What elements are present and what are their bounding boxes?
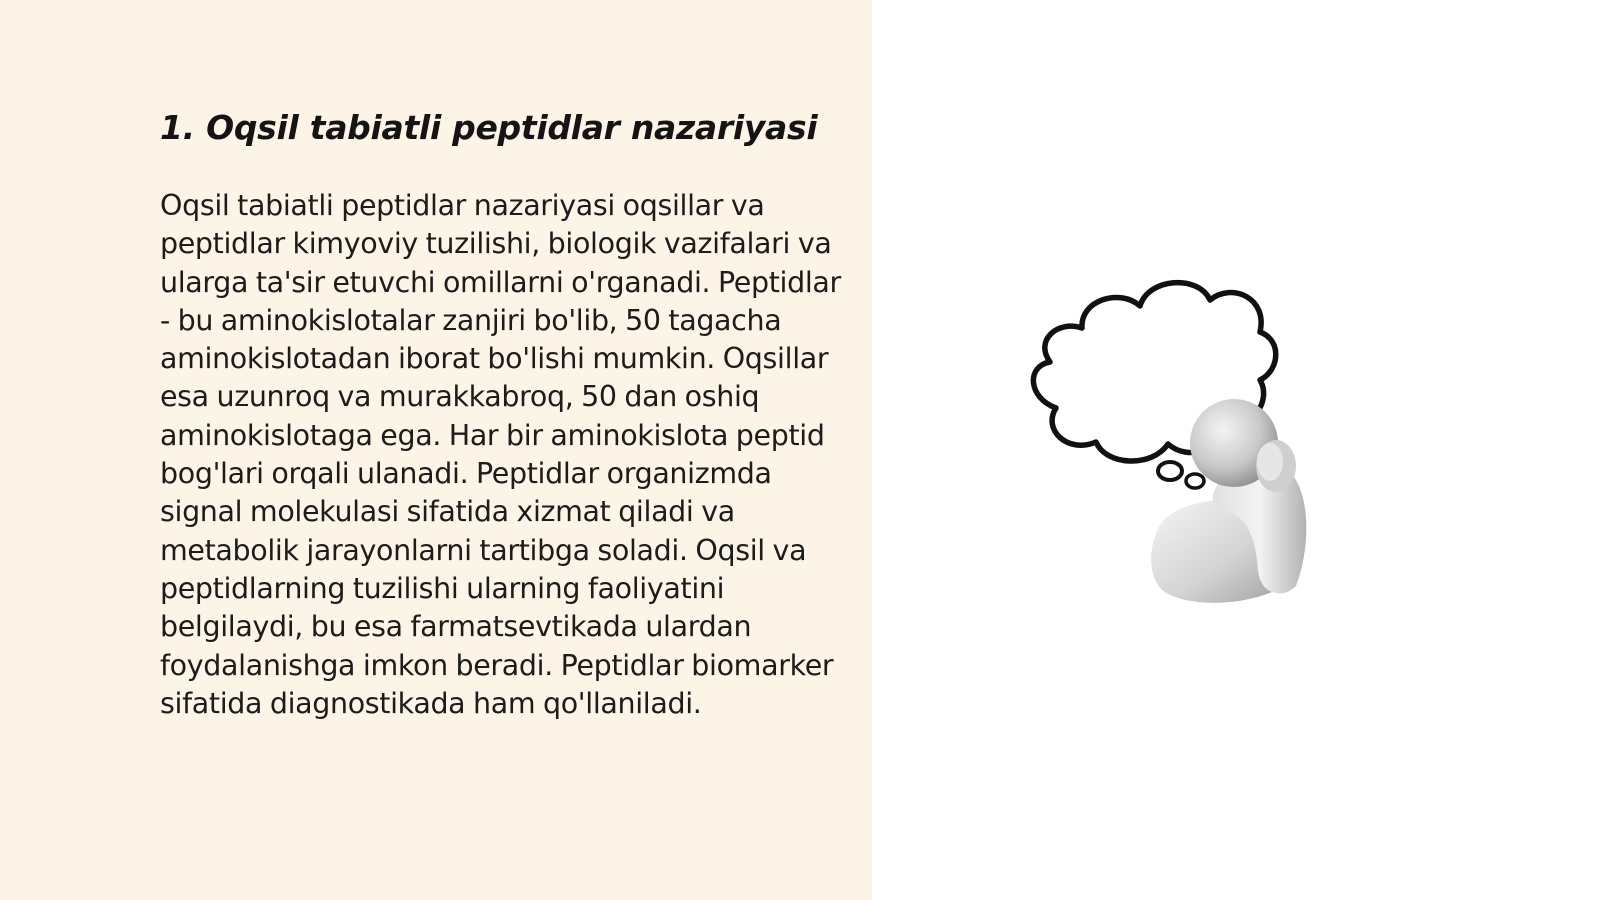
thinking-person-icon — [1020, 270, 1360, 620]
slide-title: 1. Oqsil tabiatli peptidlar nazariyasi — [160, 108, 818, 147]
slide-body-text: Oqsil tabiatli peptidlar nazariyasi oqsillar va peptidlar kimyoviy tuzilishi, biologik vazifalari va ularga ta'sir etuvchi omillarni o'rganadi. Peptidlar - bu aminokislotalar zanjiri bo'lib, 50 tagacha aminokislotadan iborat bo'lishi mumkin. Oqsillar esa uzunroq va murakkabroq, 50 dan oshiq aminokislotaga ega. Har bir aminokislota peptid bog'lari orqali ulanadi. Peptidlar organizmda signal molekulasi sifatida xizmat qiladi va metabolik jarayonlarni tartibga soladi. Oqsil va peptidlarning tuzilishi ularning faoliyatini belgilaydi, bu esa farmatsevtikada ulardan foydalanishga imkon beradi. Peptidlar biomarker sifatida diagnostikada ham qo'llaniladi. — [160, 189, 841, 720]
